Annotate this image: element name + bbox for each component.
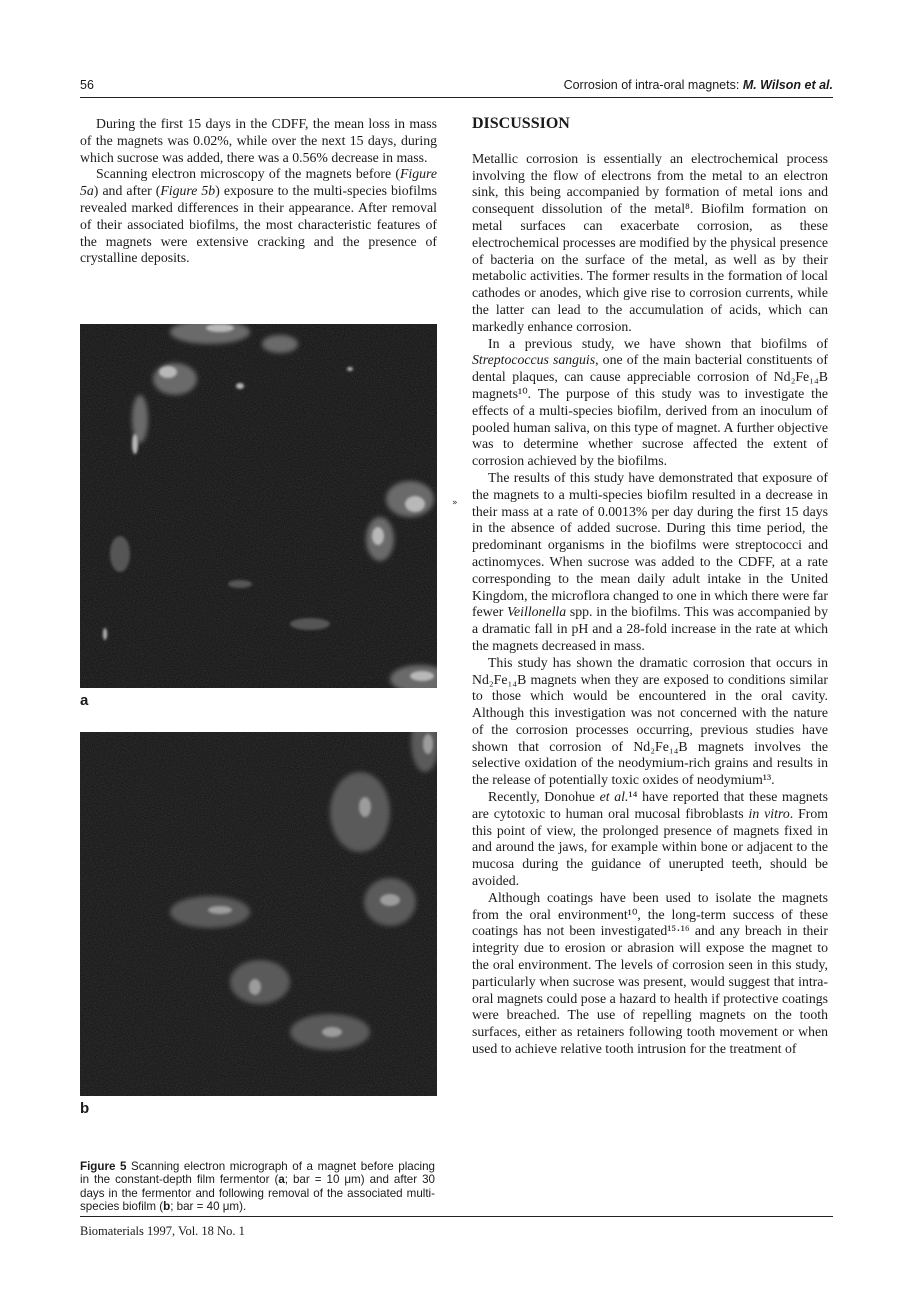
figure-5b-ref: Figure 5b xyxy=(160,183,216,199)
in-vitro: in vitro xyxy=(748,805,790,821)
running-header xyxy=(80,78,833,98)
genus-name: Veillonella xyxy=(507,604,567,620)
caption-part-3: ; bar = 40 μm). xyxy=(170,1200,247,1214)
p5-part-a: Recently, Donohue xyxy=(488,789,600,805)
figure-caption xyxy=(80,1160,435,1214)
left-paragraph-2 xyxy=(80,166,437,267)
discussion-paragraph-3 xyxy=(472,470,828,655)
margin-mark: » xyxy=(452,498,458,508)
panel-b-label: b xyxy=(80,1100,90,1117)
discussion-paragraph-6: Although coatings have been used to isolate the magnets from the oral environment¹⁰, the long-term success of these coatings has not been investigated¹⁵·¹⁶ and any breach in their integrity due to erosion or abrasion will expose the magnet to the oral environment. The levels of corrosion seen in this study, particularly when sucrose was present, would suggest that intra-oral magnets could pose a hazard to health if protective coatings were breached. The use of repelling magnets on the tooth surfaces, either as retainers following tooth movement or when used to achieve relative tooth intrusion for the treatment of xyxy=(472,889,828,1057)
running-title-text: Corrosion of intra-oral magnets: xyxy=(563,78,743,92)
header-rule xyxy=(80,97,833,98)
left-paragraph-1: During the first 15 days in the CDFF, the mean loss in mass of the magnets was 0.02%, while over the next 15 days, during which sucrose was added, there was a 0.56% decrease in mass. xyxy=(80,116,437,165)
running-authors: M. Wilson et al. xyxy=(742,78,833,92)
p5-part-b: ¹⁴ have reported that these magnets are cytotoxic to human oral mucosal fibroblasts xyxy=(472,789,829,821)
micrograph-a xyxy=(80,324,437,688)
discussion-paragraph-5 xyxy=(472,789,828,890)
micrograph-b xyxy=(80,732,437,1096)
left-column xyxy=(80,116,437,267)
caption-label: Figure 5 xyxy=(80,1160,127,1173)
para2-part-a: Scanning electron microscopy of the magnets before ( xyxy=(96,166,400,182)
caption-a: a xyxy=(278,1173,285,1187)
p2-part-a: In a previous study, we have shown that biofilms of xyxy=(488,335,828,351)
figure-5a-ref: Figure 5a xyxy=(80,166,437,199)
p2-part-b: , one of the main bacterial constituents of dental plaques, can cause appreciable corrosion of Nd₂Fe₁₄B magnets¹⁰. The purpose of this study was to investigate the effects of a multi-species biofilm, derived from an inoculum of pooled human saliva, on this type of magnet. A further objective was to determine whether sucrose affected the extent of corrosion achieved by the biofilms. xyxy=(472,352,828,469)
page-number: 56 xyxy=(80,78,94,92)
running-title xyxy=(564,78,833,92)
panel-a-label: a xyxy=(80,692,89,709)
et-al: et al. xyxy=(599,789,629,805)
discussion-paragraph-2 xyxy=(472,336,828,470)
caption-part-1: Scanning electron micrograph of a magnet before placing in the constant-depth film fermentor ( xyxy=(80,1160,435,1187)
footer-citation: Biomaterials 1997, Vol. 18 No. 1 xyxy=(80,1224,245,1238)
p3-part-b: spp. in the biofilms. This was accompanied by a dramatic fall in pH and a 28-fold increase in the rate at which the magnets decreased in mass. xyxy=(472,604,828,653)
discussion-paragraph-1: Metallic corrosion is essentially an electrochemical process involving the flow of electrons from the metal to an electron sink, this being accompanied by formation of metal ions and consequent dissolution of the metal⁸. Biofilm formation on metal surfaces can exacerbate corrosion, as these electrochemical processes are modified by the physical presence of bacteria on the surface of the metal, as well as by their metabolic activities. The former results in the formation of local cathodes or anodes, which give rise to corrosion currents, while the latter can lead to the accumulation of acids, which can markedly enhance corrosion. xyxy=(472,150,828,334)
p3-part-a: The results of this study have demonstrated that exposure of the magnets to a multi-species biofilm resulted in a decrease in their mass at a rate of 0.0013% per day during the first 15 days in the absence of added sucrose. During this time period, the predominant organisms in the biofilms were streptococci and actinomyces. When sucrose was added to the CDFF, at a rate corresponding to the mean daily adult intake in the United Kingdom, the microflora changed to one in which there were far fewer xyxy=(472,469,828,620)
caption-b: b xyxy=(163,1200,171,1214)
p5-part-c: . From this point of view, the prolonged presence of magnets fixed in and around the jaws, for example within bone or adjacent to the mucosa during the guidance of unerupted teeth, should be avoided. xyxy=(472,805,828,889)
discussion-paragraph-4: This study has shown the dramatic corrosion that occurs in Nd₂Fe₁₄B magnets when they are exposed to conditions similar to those which would be encountered in the oral cavity. Although this investigation was not concerned with the nature of the corrosion processes occurring, previous studies have shown that corrosion of Nd₂Fe₁₄B magnets involves the selective oxidation of the neodymium-rich grains and results in the release of potentially toxic oxides of neodymium¹³. xyxy=(472,654,828,788)
footer-rule xyxy=(80,1216,833,1217)
section-heading: DISCUSSION xyxy=(472,115,570,132)
micrograph-a-image xyxy=(80,324,437,688)
para2-part-c: ) exposure to the multi-species biofilms revealed marked differences in their appearance. After removal of their associated biofilms, the most characteristic features of the magnets were extensive cracking and the presence of crystalline deposits. xyxy=(80,183,437,266)
para2-part-b: ) and after ( xyxy=(93,183,161,199)
species-name: Streptococcus sanguis xyxy=(472,352,596,368)
right-column xyxy=(472,116,828,1058)
caption-part-2: ; bar = 10 μm) and after 30 days in the fermentor and following removal of the associated multi-species biofilm ( xyxy=(80,1173,435,1214)
micrograph-b-image xyxy=(80,732,437,1096)
